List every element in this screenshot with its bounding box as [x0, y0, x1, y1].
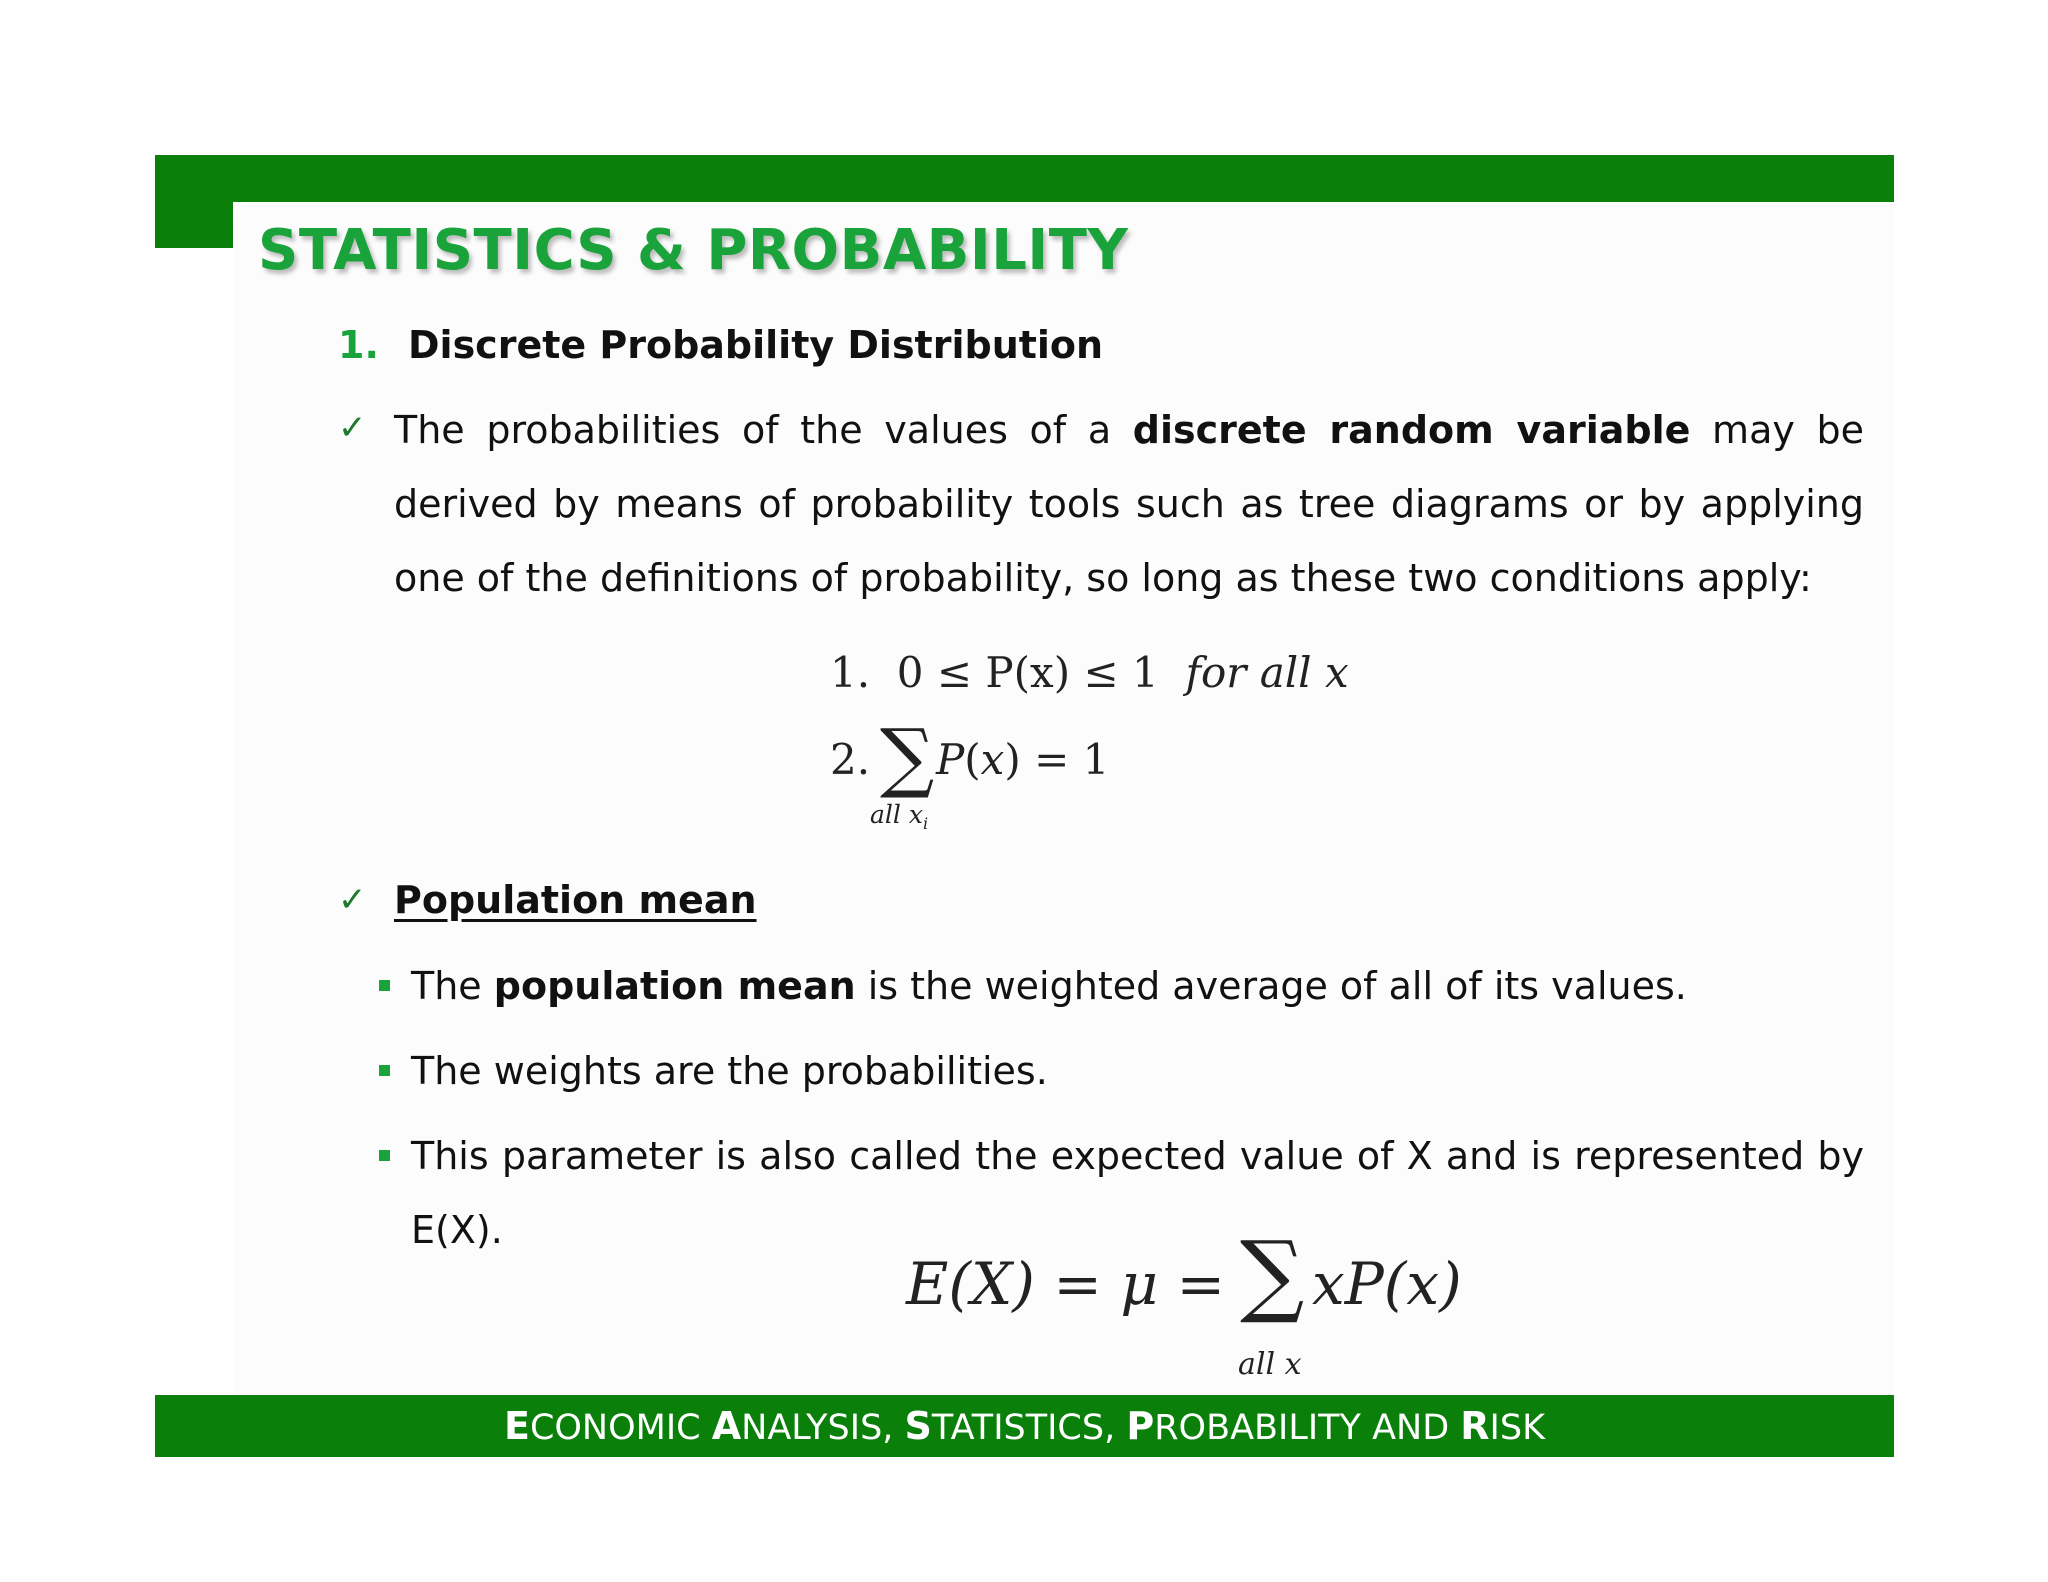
condition-1 — [830, 648, 1349, 697]
bullet-3-line-1: This parameter is also called the expected value of X and is represented by — [411, 1134, 1864, 1178]
expected-value-left: E(X) = μ = — [906, 1250, 1226, 1318]
bullet-icon — [379, 980, 390, 991]
bullet-icon — [379, 1065, 390, 1076]
footer-text: ECONOMIC ANALYSIS, STATISTICS, PROBABILITY AND RISK — [503, 1404, 1546, 1448]
condition-1-expression: 0 ≤ P(x) ≤ 1 — [896, 648, 1159, 697]
intro-paragraph — [394, 393, 1864, 615]
sigma-icon: ∑ — [880, 712, 935, 801]
section-number: 1. — [338, 323, 379, 367]
population-mean-heading: Population mean — [394, 878, 757, 922]
expected-value-right: xP(x) — [1312, 1250, 1462, 1318]
condition-1-qualifier: for all x — [1185, 648, 1349, 697]
condition-2-number: 2. — [830, 735, 871, 784]
bullet-3-line-2: E(X). — [411, 1208, 503, 1252]
checkmark-icon: ✓ — [338, 880, 367, 920]
intro-text-end: may be derived by means of probability tools such as tree diagrams or by applying one of the definitions of probability, so long as these two conditions apply: — [394, 408, 1864, 600]
footer-bar — [155, 1395, 1894, 1457]
condition-1-number: 1. — [830, 648, 871, 697]
header-bar — [155, 155, 1894, 202]
population-mean-bold: population mean — [493, 964, 856, 1008]
checkmark-icon: ✓ — [338, 408, 367, 448]
intro-text-start: The probabilities of the values of a — [394, 408, 1133, 452]
condition-2-expression: P(x) = 1 — [936, 735, 1110, 784]
condition-2-subscript: all $x_i$ — [870, 800, 929, 833]
bullet-2: The weights are the probabilities. — [411, 1049, 1048, 1093]
expected-value-subscript: all x — [1238, 1347, 1302, 1382]
header-tab — [155, 202, 233, 248]
bullet-icon — [379, 1150, 390, 1161]
section-title: Discrete Probability Distribution — [408, 323, 1104, 367]
slide-title: STATISTICS & PROBABILITY — [258, 218, 1129, 283]
intro-bold-term: discrete random variable — [1132, 408, 1691, 452]
sigma-icon: ∑ — [1240, 1222, 1305, 1327]
bullet-1: The population mean is the weighted average of all of its values. — [411, 964, 1687, 1008]
